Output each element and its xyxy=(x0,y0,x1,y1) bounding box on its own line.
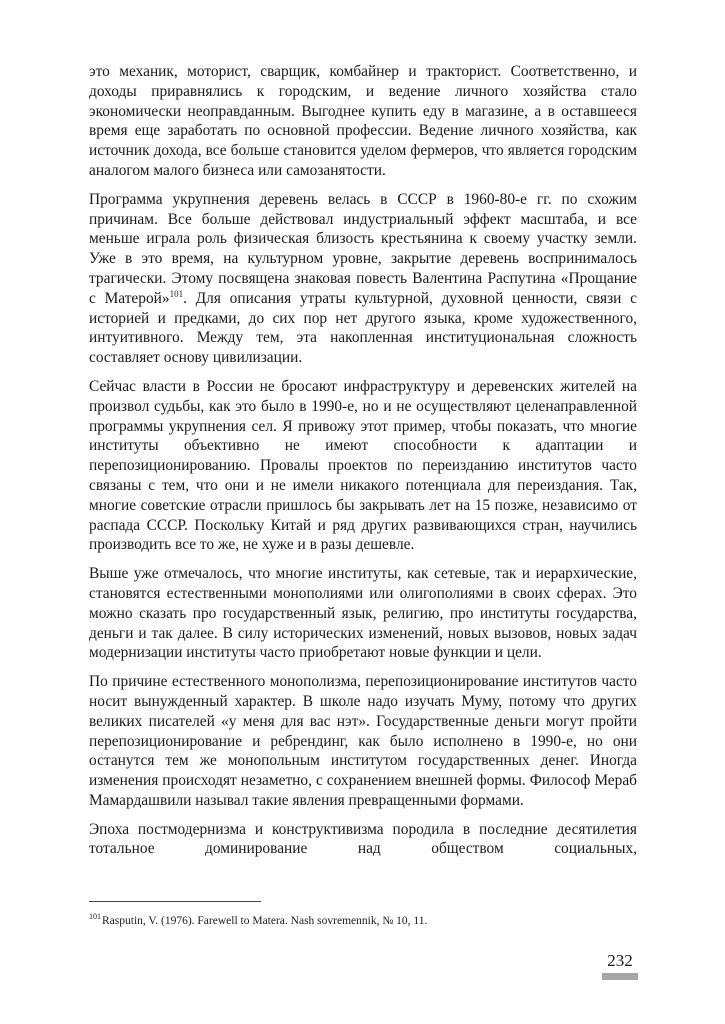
paragraph-2 xyxy=(89,190,637,368)
main-text xyxy=(89,62,637,868)
footnote-number: 101 xyxy=(89,912,101,922)
footnote-reference[interactable]: 101 xyxy=(169,288,184,299)
paragraph-5: По причине естественного монополизма, перепозиционирование институтов часто носит вынужденный характер. В школе надо изучать Муму, потому что других великих писателей «у меня для вас нэт». Государственные деньги могут пройти перепозиционирование и ребрендинг, как было исполнено в 1990-е, но они останутся тем же монопольным институтом государственных денег. Иногда изменения происходят незаметно, с сохранением внешней формы. Философ Мераб Мамардашвили называл такие явления превращенными формами. xyxy=(89,673,637,809)
paragraph-2-text-before: Программа укрупнения деревень велась в СССР в 1960-80-е гг. по схожим причинам. Все больше действовал индустриальный эффект масштаба, и все меньше играла роль физическая близость крестьянина к своему участку земли. Уже в это время, на культурном уровне, закрытие деревень воспринималось трагически. Этому посвящена знаковая повесть Валентина Распутина «Прощание с Матерой» xyxy=(89,190,637,307)
paragraph-3: Сейчас власти в России не бросают инфраструктуру и деревенских жителей на произвол судьбы, как это было в 1990-е, но и не осуществляют целенаправленной программы укрупнения сел. Я привожу этот пример, чтобы показать, что многие институты объективно не имеют способности к адаптации и перепозиционированию. Провалы проектов по переизданию институтов часто связаны с тем, что они и не имели никакого потенциала для переиздания. Так, многие советские отрасли пришлось бы закрывать лет на 15 позже, независимо от распада СССР. Поскольку Китай и ряд других развивающихся стран, научились производить все то же, не хуже и в разы дешевле. xyxy=(89,377,637,554)
paragraph-6: Эпоха постмодернизма и конструктивизма породила в последние десятилетия тотальное доминирование над обществом социальных, xyxy=(89,820,637,858)
footnote xyxy=(89,914,637,929)
paragraph-2-text-after: . Для описания утраты культурной, духовной ценности, связи с историей и предками, до сих пор нет другого языка, кроме художественного, интуитивного. Между тем, эта накопленная институциональная сложность составляет основу цивилизации. xyxy=(89,289,637,367)
page-number-bar xyxy=(602,973,638,980)
paragraph-4: Выше уже отмечалось, что многие институты, как сетевые, так и иерархические, становятся естественными монополиями или олигополиями в своих сферах. Это можно сказать про государственный язык, религию, про институты государства, деньги и так далее. В силу исторических изменений, новых вызовов, новых задач модернизации институты часто приобретают новые функции и цели. xyxy=(89,565,637,662)
paragraph-1: это механик, моторист, сварщик, комбайнер и тракторист. Соответственно, и доходы приравнялись к городским, и ведение личного хозяйства стало экономически неоправданным. Выгоднее купить еду в магазине, а в оставшееся время еще заработать по основной профессии. Ведение личного хозяйства, как источник дохода, все больше становится уделом фермеров, что является городским аналогом малого бизнеса или самозанятости. xyxy=(89,63,637,179)
page-number: 232 xyxy=(607,951,633,970)
footnote-text: Rasputin, V. (1976). Farewell to Matera. Nash sovremennik, № 10, 11. xyxy=(102,915,428,927)
footnote-divider xyxy=(89,901,261,902)
